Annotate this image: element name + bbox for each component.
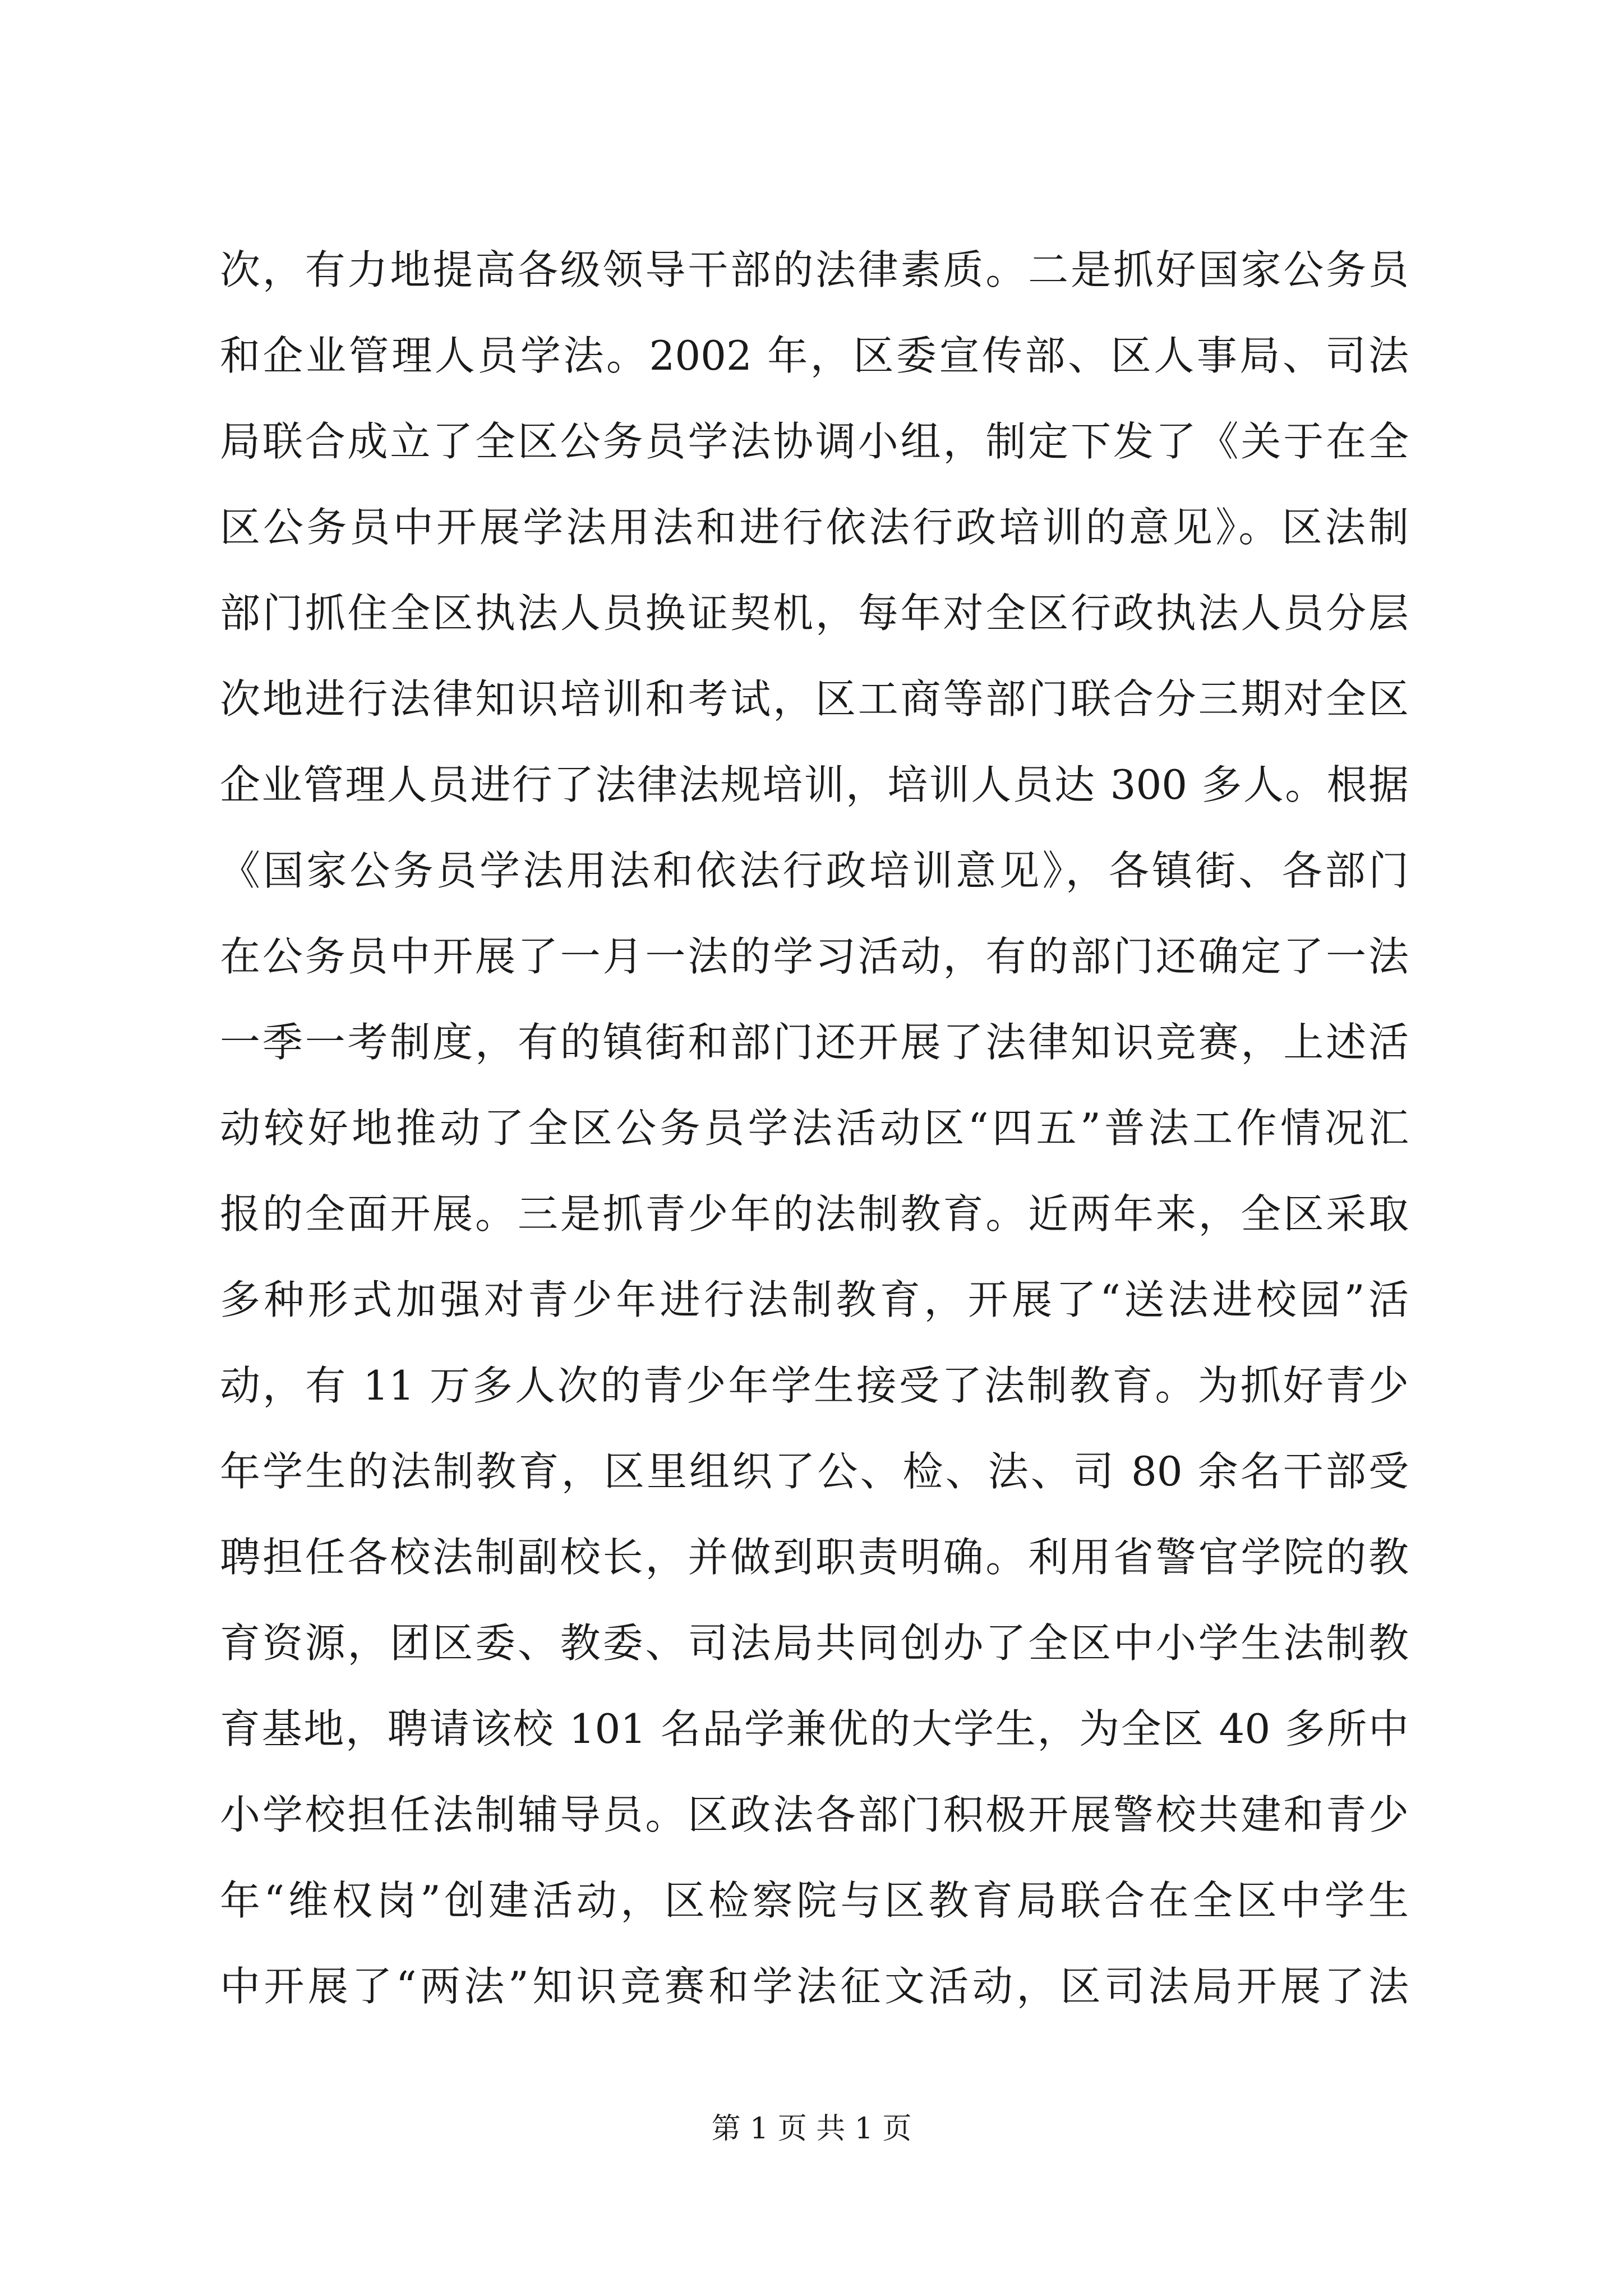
text-line: 动，有 11 万多人次的青少年学生接受了法制教育。为抓好青少 bbox=[220, 1362, 1409, 1409]
text-line: 企业管理人员进行了法律法规培训，培训人员达 300 多人。根据 bbox=[220, 761, 1409, 808]
text-line: 动较好地推动了全区公务员学法活动区“四五”普法工作情况汇 bbox=[220, 1105, 1409, 1152]
text-line: 聘担任各校法制副校长，并做到职责明确。利用省警官学院的教 bbox=[220, 1534, 1409, 1581]
text-line: 多种形式加强对青少年进行法制教育，开展了“送法进校园”活 bbox=[220, 1276, 1409, 1323]
text-line: 和企业管理人员学法。2002 年，区委宣传部、区人事局、司法 bbox=[220, 332, 1409, 379]
text-line: 区公务员中开展学法用法和进行依法行政培训的意见》。区法制 bbox=[220, 504, 1409, 551]
text-line: 一季一考制度，有的镇街和部门还开展了法律知识竞赛，上述活 bbox=[220, 1019, 1409, 1066]
text-line: 育基地，聘请该校 101 名品学兼优的大学生，为全区 40 多所中 bbox=[220, 1705, 1409, 1752]
text-line: 部门抓住全区执法人员换证契机，每年对全区行政执法人员分层 bbox=[220, 590, 1409, 637]
text-line: 次地进行法律知识培训和考试，区工商等部门联合分三期对全区 bbox=[220, 675, 1409, 723]
text-line: 育资源，团区委、教委、司法局共同创办了全区中小学生法制教 bbox=[220, 1619, 1409, 1667]
page-number: 第 1 页 共 1 页 bbox=[711, 2112, 912, 2146]
text-line: 小学校担任法制辅导员。区政法各部门积极开展警校共建和青少 bbox=[220, 1791, 1409, 1838]
text-line: 局联合成立了全区公务员学法协调小组，制定下发了《关于在全 bbox=[220, 418, 1409, 465]
text-line: 年学生的法制教育，区里组织了公、检、法、司 80 余名干部受 bbox=[220, 1448, 1409, 1495]
text-line: 《国家公务员学法用法和依法行政培训意见》，各镇街、各部门 bbox=[220, 847, 1409, 894]
text-line: 中开展了“两法”知识竞赛和学法征文活动，区司法局开展了法 bbox=[220, 1963, 1409, 2010]
page-footer bbox=[0, 2109, 1623, 2148]
text-line: 在公务员中开展了一月一法的学习活动，有的部门还确定了一法 bbox=[220, 933, 1409, 980]
text-line: 报的全面开展。三是抓青少年的法制教育。近两年来，全区采取 bbox=[220, 1190, 1409, 1237]
text-line: 年“维权岗”创建活动，区检察院与区教育局联合在全区中学生 bbox=[220, 1877, 1409, 1924]
text-line: 次，有力地提高各级领导干部的法律素质。二是抓好国家公务员 bbox=[220, 246, 1409, 293]
body-text bbox=[220, 227, 1409, 2030]
